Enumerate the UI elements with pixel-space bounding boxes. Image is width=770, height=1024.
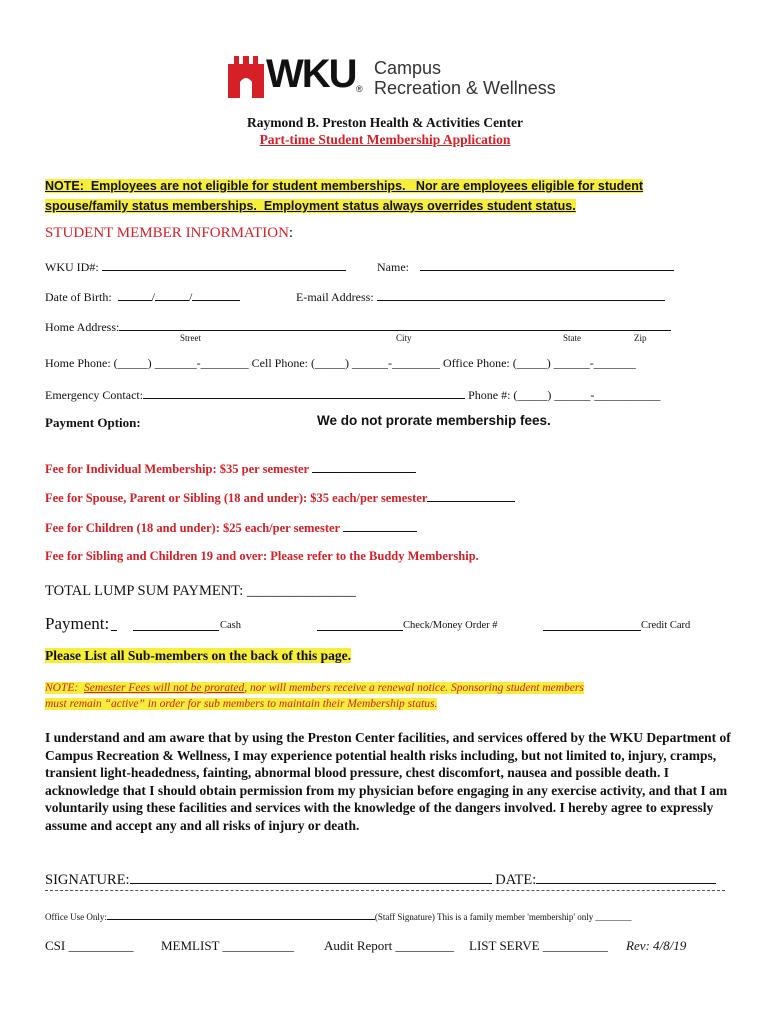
zip-caption: Zip: [634, 333, 647, 343]
fee-sibling: Fee for Sibling and Children 19 and over: Please refer to the Buddy Membership.: [45, 549, 479, 563]
check-label: Check/Money Order #: [403, 620, 498, 631]
wku-id-row: [45, 258, 346, 275]
payment-option-label: Payment Option:: [45, 415, 141, 430]
logo-line-2: Recreation & Wellness: [374, 78, 556, 98]
wku-id-field[interactable]: [102, 258, 346, 271]
page-title: Raymond B. Preston Health & Activities Center: [246, 115, 524, 130]
home-address-label: Home Address:: [45, 320, 120, 334]
divider: [45, 890, 725, 891]
dob-sep-2: /: [189, 290, 193, 304]
csi-field[interactable]: CSI __________: [45, 938, 134, 953]
signature-row: [45, 869, 716, 889]
emergency-row: [45, 386, 660, 403]
wku-id-label: WKU ID#:: [45, 260, 99, 274]
emergency-phone-field[interactable]: Phone #: (_____) ______-___________: [468, 388, 661, 402]
wku-logo: [226, 50, 556, 106]
employee-note: [45, 176, 643, 216]
payment-row: [45, 614, 745, 636]
phones-row: [45, 356, 636, 371]
logo-line-1: Campus: [374, 58, 442, 78]
fee-children: Fee for Children (18 and under): $25 each/per semester: [45, 519, 417, 536]
list-serve-field[interactable]: LIST SERVE __________: [469, 938, 608, 953]
dob-sep-1: /: [151, 290, 155, 304]
section-title-colon: :: [288, 225, 294, 241]
registered-mark: ®: [356, 84, 363, 94]
submembers-note: Please List all Sub-members on the back of this page.: [45, 648, 352, 663]
signature-field[interactable]: [130, 869, 492, 884]
email-row: [296, 288, 665, 305]
employee-note-line-2: spouse/family status memberships. Employment status always overrides student status.: [45, 199, 576, 213]
signature-label: SIGNATURE:: [45, 872, 130, 888]
page-subtitle: Part-time Student Membership Application: [259, 132, 511, 147]
cash-label: Cash: [220, 620, 241, 631]
state-caption: State: [563, 333, 581, 343]
email-label: E-mail Address:: [296, 290, 374, 304]
dob-label: Date of Birth:: [45, 290, 112, 304]
email-field[interactable]: [377, 288, 665, 301]
fee-spouse: Fee for Spouse, Parent or Sibling (18 and under): $35 each/per semester: [45, 489, 515, 506]
dob-row: [45, 288, 240, 305]
fee-spouse-field[interactable]: [427, 489, 515, 502]
dob-year-field[interactable]: [192, 288, 240, 301]
office-use-row: [45, 910, 631, 922]
memlist-field[interactable]: MEMLIST ___________: [161, 938, 295, 953]
payment-label-mark: [111, 630, 117, 631]
date-label: DATE:: [495, 872, 537, 888]
wku-tower-icon: [226, 54, 266, 100]
name-row: [377, 258, 674, 275]
office-use-label: Office Use Only:: [45, 912, 107, 922]
office-phone-field[interactable]: Office Phone: (_____) ______-_______: [442, 356, 636, 370]
street-caption: Street: [180, 333, 201, 343]
home-phone-field[interactable]: Home Phone: (_____) _______-________: [45, 356, 249, 370]
dob-month-field[interactable]: [118, 288, 152, 301]
revision-date: Rev: 4/8/19: [626, 938, 687, 953]
no-prorate-note: We do not prorate membership fees.: [317, 413, 551, 428]
home-address-field[interactable]: [119, 318, 671, 331]
date-field[interactable]: [536, 869, 716, 884]
name-label: Name:: [377, 260, 409, 274]
section-title-text: STUDENT MEMBER INFORMATION: [45, 225, 289, 241]
staff-signature-note: (Staff Signature) This is a family member 'membership' only ________: [374, 912, 632, 922]
fee-individual: Fee for Individual Membership: $35 per semester: [45, 460, 416, 477]
cell-phone-field[interactable]: Cell Phone: (_____) ______-________: [251, 356, 440, 370]
section-title: [45, 225, 293, 242]
employee-note-line-1: NOTE: Employees are not eligible for student memberships. Nor are employees eligible for student: [45, 179, 644, 193]
office-use-field[interactable]: [107, 910, 375, 920]
name-field[interactable]: [420, 258, 674, 271]
credit-label: Credit Card: [641, 620, 691, 631]
total-payment-field[interactable]: TOTAL LUMP SUM PAYMENT: _______________: [45, 583, 356, 599]
credit-field[interactable]: [543, 618, 641, 631]
cash-field[interactable]: [133, 618, 219, 631]
payment-label: Payment:: [45, 614, 110, 633]
audit-report-field[interactable]: Audit Report _________: [324, 938, 454, 953]
check-field[interactable]: [317, 618, 403, 631]
waiver-text: I understand and am aware that by using the Preston Center facilities, and services offered by the WKU Department of Campus Recreation & Wellness, I may experience potential health risks including, but not limited to, injury, cramps, transient light-headedness, fainting, abnormal blood pressure, chest discomfort, nausea and possible death. I acknowledge that I should obtain permission from my physician before engaging in any exercise activity, and that I am voluntarily using these facilities and services with the knowledge of the dangers involved. I hereby agree to expressly assume and accept any and all risks of injury or death.: [45, 730, 731, 833]
emergency-field[interactable]: [143, 386, 465, 399]
prorate-note: NOTE: Semester Fees will not be prorated, nor will members receive a renewal notice. Sponsoring student members must remain “active” in order for sub members to maintain their Membership status.: [45, 682, 584, 710]
fee-children-field[interactable]: [343, 519, 417, 532]
fee-individual-field[interactable]: [312, 460, 416, 473]
city-caption: City: [396, 333, 412, 343]
emergency-label: Emergency Contact:: [45, 388, 144, 402]
wku-wordmark: WKU: [266, 52, 356, 96]
dob-day-field[interactable]: [155, 288, 189, 301]
